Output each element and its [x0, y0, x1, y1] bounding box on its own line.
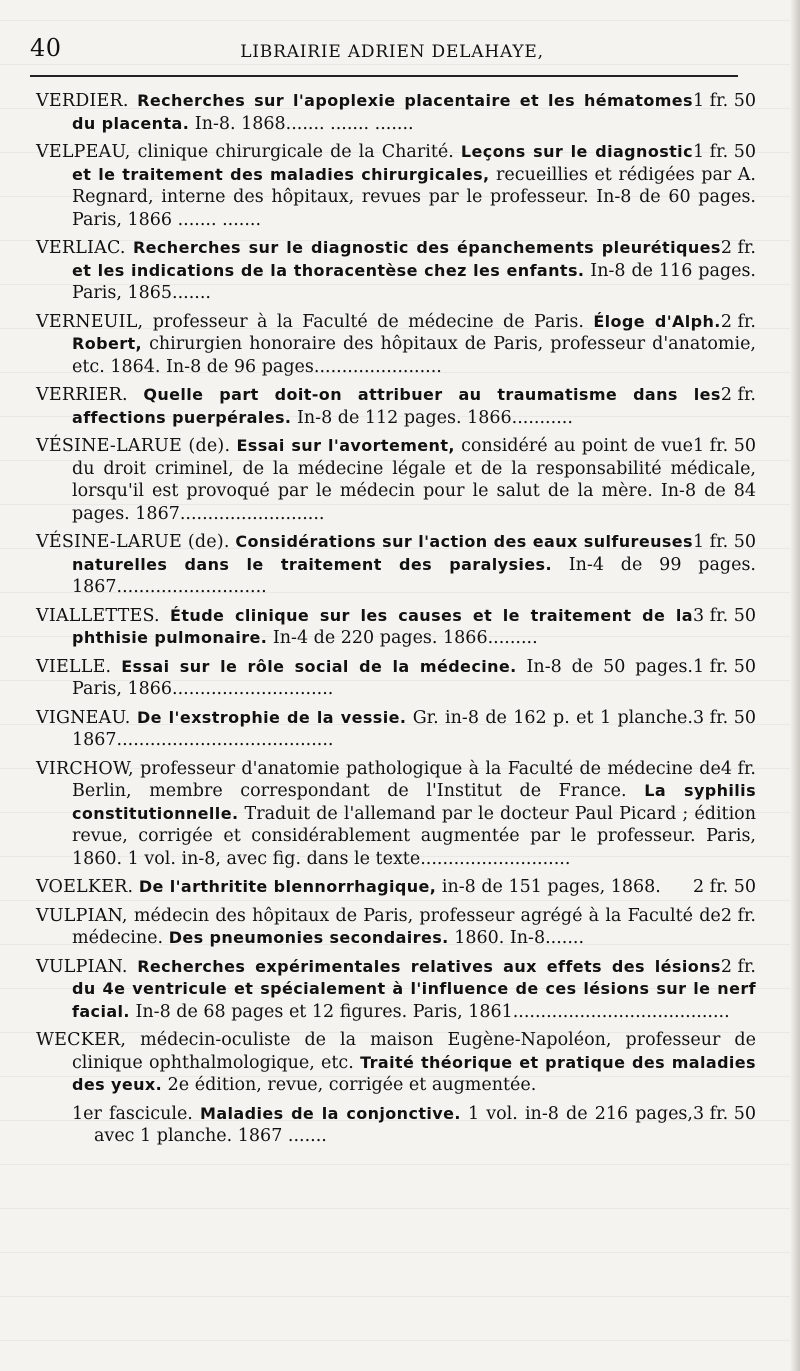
page-header [30, 34, 754, 70]
catalog-entry [36, 237, 756, 305]
entry-details: In-8 de 50 pages. Paris, 1866............................. [72, 656, 693, 699]
entry-title: La syphilis constitutionnelle. [72, 781, 756, 823]
catalog-entry [36, 141, 756, 231]
entry-details: Traduit de l'allemand par le docteur Paul Picard ; édition revue, corrigée et considérablement augmentée par le professeur. Paris, 1860. 1 vol. in-8, avec fig. dans le texte........................... [72, 803, 756, 869]
catalog-entry [36, 384, 756, 429]
entry-price: 3 fr. 50 [692, 1103, 756, 1124]
catalog-entry [36, 707, 756, 752]
entry-description: professeur d'anatomie pathologique à la Faculté de médecine de Berlin, membre correspondant de l'Institut de France. [72, 758, 721, 801]
catalog-entries [36, 90, 756, 1154]
catalog-entry [36, 905, 756, 950]
entry-title: Éloge d'Alph. Robert, [72, 311, 721, 353]
entry-details: In-8 de 116 pages. Paris, 1865....... [72, 260, 756, 303]
entry-title: Maladies de la conjonctive. [200, 1103, 461, 1123]
entry-title: Essai sur le rôle social de la médecine. [121, 656, 517, 676]
entry-price: 4 fr. [720, 758, 756, 779]
entry-author: VULPIAN. [36, 956, 128, 977]
entry-details: 2e édition, revue, corrigée et augmentée. [167, 1075, 537, 1095]
catalog-sub-entry [36, 1103, 756, 1148]
entry-author: VERLIAC. [36, 238, 126, 258]
entry-description: clinique chirurgicale de la Charité. [137, 142, 454, 162]
entry-author: VIGNEAU. [36, 707, 131, 728]
entry-author: VOELKER. [36, 877, 134, 897]
entry-title: Traité théorique et pratique des maladies des yeux. [72, 1052, 756, 1094]
catalog-entry [36, 656, 756, 701]
catalog-entry [36, 90, 756, 135]
running-head: LIBRAIRIE ADRIEN DELAHAYE, [240, 42, 544, 62]
header-rule [30, 75, 738, 77]
entry-title: Considérations sur l'action des eaux sulfureuses naturelles dans le traitement des paralysies. [72, 532, 693, 574]
entry-price: 2 fr. [720, 905, 756, 926]
entry-price: 2 fr. [720, 311, 756, 332]
catalog-entry [36, 605, 756, 650]
entry-price: 2 fr. 50 [692, 877, 756, 897]
entry-description: médecin-oculiste de la maison Eugène-Napoléon, professeur de clinique ophthalmologique, etc. [72, 1030, 756, 1073]
entry-author: VERDIER. [36, 91, 129, 111]
entry-details: chirurgien honoraire des hôpitaux de Paris, professeur d'anatomie, etc. 1864. In-8 de 96 pages....................... [72, 334, 756, 377]
entry-details: recueillies et rédigées par A. Regnard, interne des hôpitaux, revues par le professeur. In-8 de 60 pages. Paris, 1866 ....... ....... [72, 164, 756, 230]
entry-price: 1 fr. 50 [692, 142, 756, 162]
entry-title: Recherches sur l'apoplexie placentaire et les hématomes du placenta. [72, 91, 693, 133]
entry-price: 3 fr. 50 [692, 605, 756, 626]
entry-details: Gr. in-8 de 162 p. et 1 planche. 1867....................................... [72, 707, 693, 750]
entry-title: Quelle part doit-on attribuer au traumatisme dans les affections puerpérales. [72, 385, 721, 427]
entry-author: VIALLETTES. [36, 605, 160, 626]
entry-title: Recherches sur le diagnostic des épanchements pleurétiques et les indications de la thoracentèse chez les enfants. [72, 238, 721, 280]
entry-price: 2 fr. [720, 238, 756, 258]
entry-details: considéré au point de vue du droit criminel, de la médecine légale et de la responsabilité médicale, lorsqu'il est provoqué par le médecin pour le salut de la mère. In-8 de 84 pages. 1867.......................... [72, 436, 756, 524]
entry-author: VULPIAN, [36, 905, 128, 926]
entry-details: In-8. 1868....... ....... ....... [194, 113, 414, 134]
entry-title: Des pneumonies secondaires. [168, 928, 449, 947]
entry-title: Leçons sur le diagnostic et le traitement des maladies chirurgicales, [72, 142, 693, 184]
entry-author: VIELLE. [36, 656, 112, 677]
catalog-entry [36, 876, 756, 899]
entry-author: VIRCHOW, [36, 758, 134, 779]
entry-details: In-8 de 112 pages. 1866........... [296, 407, 573, 428]
entry-author: WECKER, [36, 1030, 127, 1050]
entry-price: 2 fr. [720, 385, 756, 405]
entry-price: 1 fr. 50 [692, 436, 756, 456]
catalog-entry [36, 758, 756, 871]
entry-title: De l'exstrophie de la vessie. [136, 707, 407, 727]
entry-title: De l'arthritite blennorrhagique, [138, 877, 437, 896]
entry-author: VERNEUIL, [36, 311, 144, 332]
entry-author: VÉSINE-LARUE (de). [36, 436, 231, 456]
entry-details: in-8 de 151 pages, 1868. [441, 877, 661, 897]
sub-entry-label: 1er fascicule. [72, 1103, 193, 1124]
catalog-entry [36, 311, 756, 379]
entry-author: VERRIER. [36, 385, 128, 405]
page-number: 40 [30, 34, 62, 62]
entry-title: Recherches expérimentales relatives aux effets des lésions du 4e ventricule et spécialement à l'influence de ces lésions sur le nerf facial. [72, 956, 756, 1021]
entry-description: médecin des hôpitaux de Paris, professeur agrégé à la Faculté de médecine. [72, 905, 721, 948]
entry-price: 3 fr. 50 [692, 707, 756, 728]
entry-price: 1 fr. 50 [692, 532, 756, 552]
entry-details: In-8 de 68 pages et 12 figures. Paris, 1861....................................... [135, 1001, 730, 1022]
entry-author: VÉSINE-LARUE (de). [36, 532, 230, 552]
page-edge-shadow [790, 0, 800, 1371]
entry-title: Essai sur l'avortement, [236, 436, 455, 455]
entry-details: In-4 de 99 pages. 1867........................... [72, 554, 756, 597]
entry-title: Étude clinique sur les causes et le traitement de la phthisie pulmonaire. [72, 605, 693, 647]
catalog-entry [36, 531, 756, 599]
catalog-entry [36, 435, 756, 525]
entry-price: 1 fr. 50 [692, 656, 756, 677]
entry-details: 1860. In-8....... [454, 928, 585, 948]
entry-details: In-4 de 220 pages. 1866......... [272, 628, 538, 648]
entry-author: VELPEAU, [36, 142, 131, 162]
entry-description: professeur à la Faculté de médecine de Paris. [152, 311, 584, 332]
catalog-entry [36, 1029, 756, 1097]
entry-price: 1 fr. 50 [692, 91, 756, 111]
entry-price: 2 fr. [720, 956, 756, 977]
catalog-entry [36, 956, 756, 1024]
entry-details: 1 vol. in-8 de 216 pages, avec 1 planche. 1867 ....... [94, 1103, 693, 1146]
